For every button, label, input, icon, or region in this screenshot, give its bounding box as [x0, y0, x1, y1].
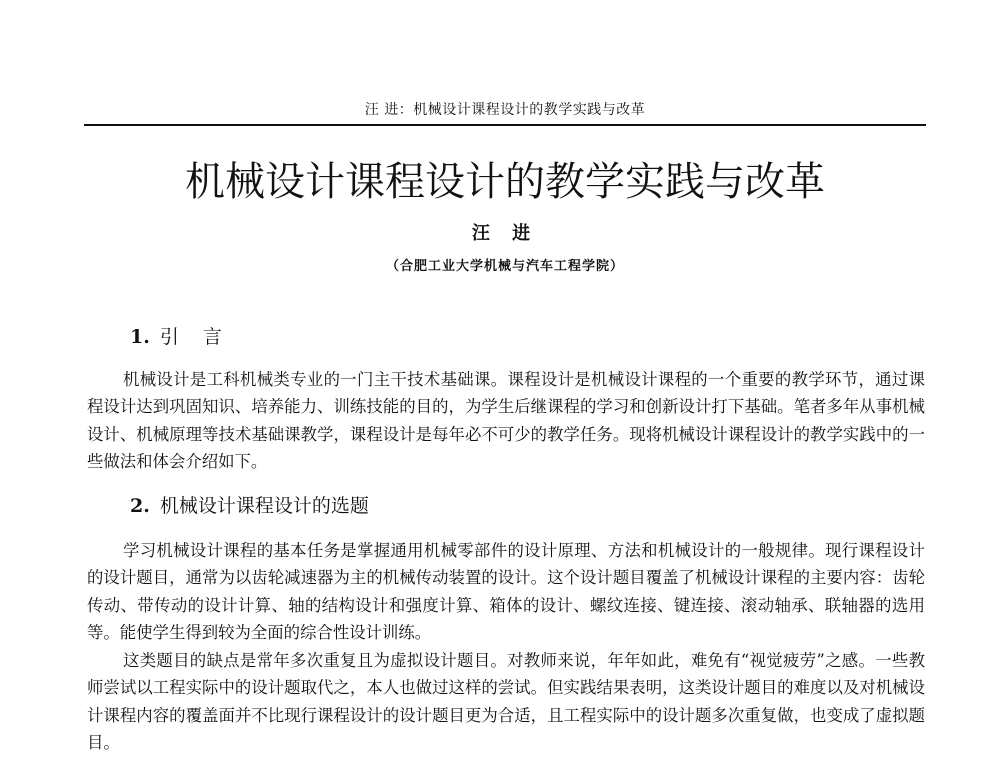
section-title: 机械设计课程设计的选题 [159, 495, 369, 517]
author-affiliation: （合肥工业大学机械与汽车工程学院） [385, 259, 624, 274]
author-name: 汪 进 [471, 223, 539, 244]
section-number: 1. [130, 326, 150, 348]
section-heading-introduction [130, 325, 246, 349]
header-rule [84, 124, 926, 126]
section-number: 2. [130, 495, 150, 517]
paragraph: 这类题目的缺点是常年多次重复且为虚拟设计题目。对教师来说，年年如此，难免有“视觉疲劳”之感。一些教师尝试以工程实际中的设计题取代之，本人也做过这样的尝试。但实践结果表明，这类设计题目的难度以及对机械设计课程内容的覆盖面并不比现行课程设计的设计题目更为合适，且工程实际中的设计题多次重复做，也变成了虚拟题目。 [87, 651, 925, 753]
paragraph: 机械设计是工科机械类专业的一门主干技术基础课。课程设计是机械设计课程的一个重要的教学环节，通过课程设计达到巩固知识、培养能力、训练技能的目的，为学生后继课程的学习和创新设计打下基础。笔者多年从事机械设计、机械原理等技术基础课教学，课程设计是每年必不可少的教学任务。现将机械设计课程设计的教学实践中的一些做法和体会介绍如下。 [87, 370, 925, 472]
paragraph: 学习机械设计课程的基本任务是掌握通用机械零部件的设计原理、方法和机械设计的一般规律。现行课程设计的设计题目，通常为以齿轮减速器为主的机械传动装置的设计。这个设计题目覆盖了机械设计课程的主要内容：齿轮传动、带传动的设计计算、轴的结构设计和强度计算、箱体的设计、螺纹连接、键连接、滚动轴承、联轴器的选用等。能使学生得到较为全面的综合性设计训练。 [87, 541, 925, 643]
paper-title: 机械设计课程设计的教学实践与改革 [185, 159, 825, 205]
section-title: 引言 [159, 326, 246, 348]
running-header: 汪 进：机械设计课程设计的教学实践与改革 [364, 102, 646, 118]
section-heading-topic-selection [130, 494, 369, 518]
